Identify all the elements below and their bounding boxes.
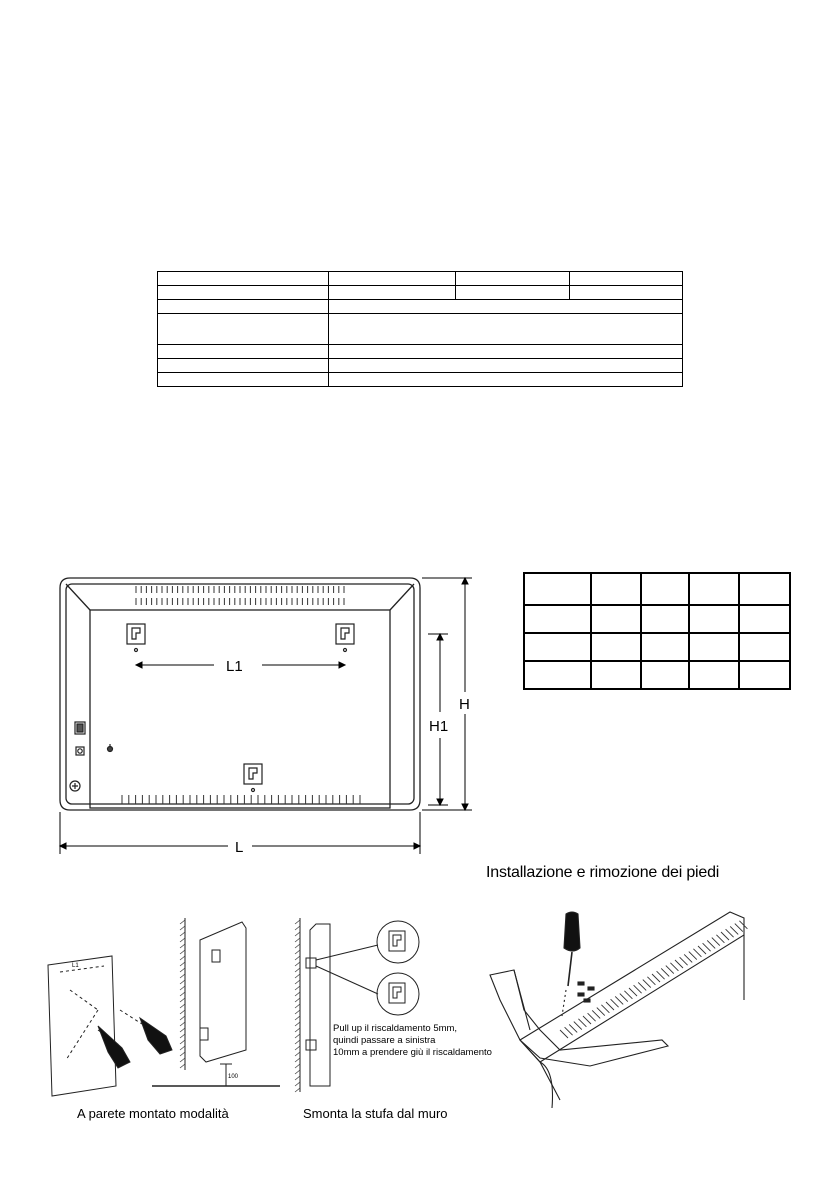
dim-label-l: L (235, 839, 244, 856)
feet-section-title: Installazione e rimozione dei piedi (486, 864, 720, 881)
dim-label-h: H (459, 696, 470, 713)
removal-instructions: Pull up il riscaldamento 5mm, quindi passare a sinistra 10mm a prendere giù il riscaldamento (333, 1023, 492, 1058)
wall-mount-caption: A parete montato modalità (77, 1106, 229, 1121)
removal-caption: Smonta la stufa dal muro (303, 1106, 448, 1121)
svg-text:L1: L1 (72, 963, 79, 969)
dim-label-h1: H1 (429, 718, 449, 735)
svg-text:100: 100 (228, 1074, 239, 1080)
dim-label-l1: L1 (226, 658, 243, 675)
